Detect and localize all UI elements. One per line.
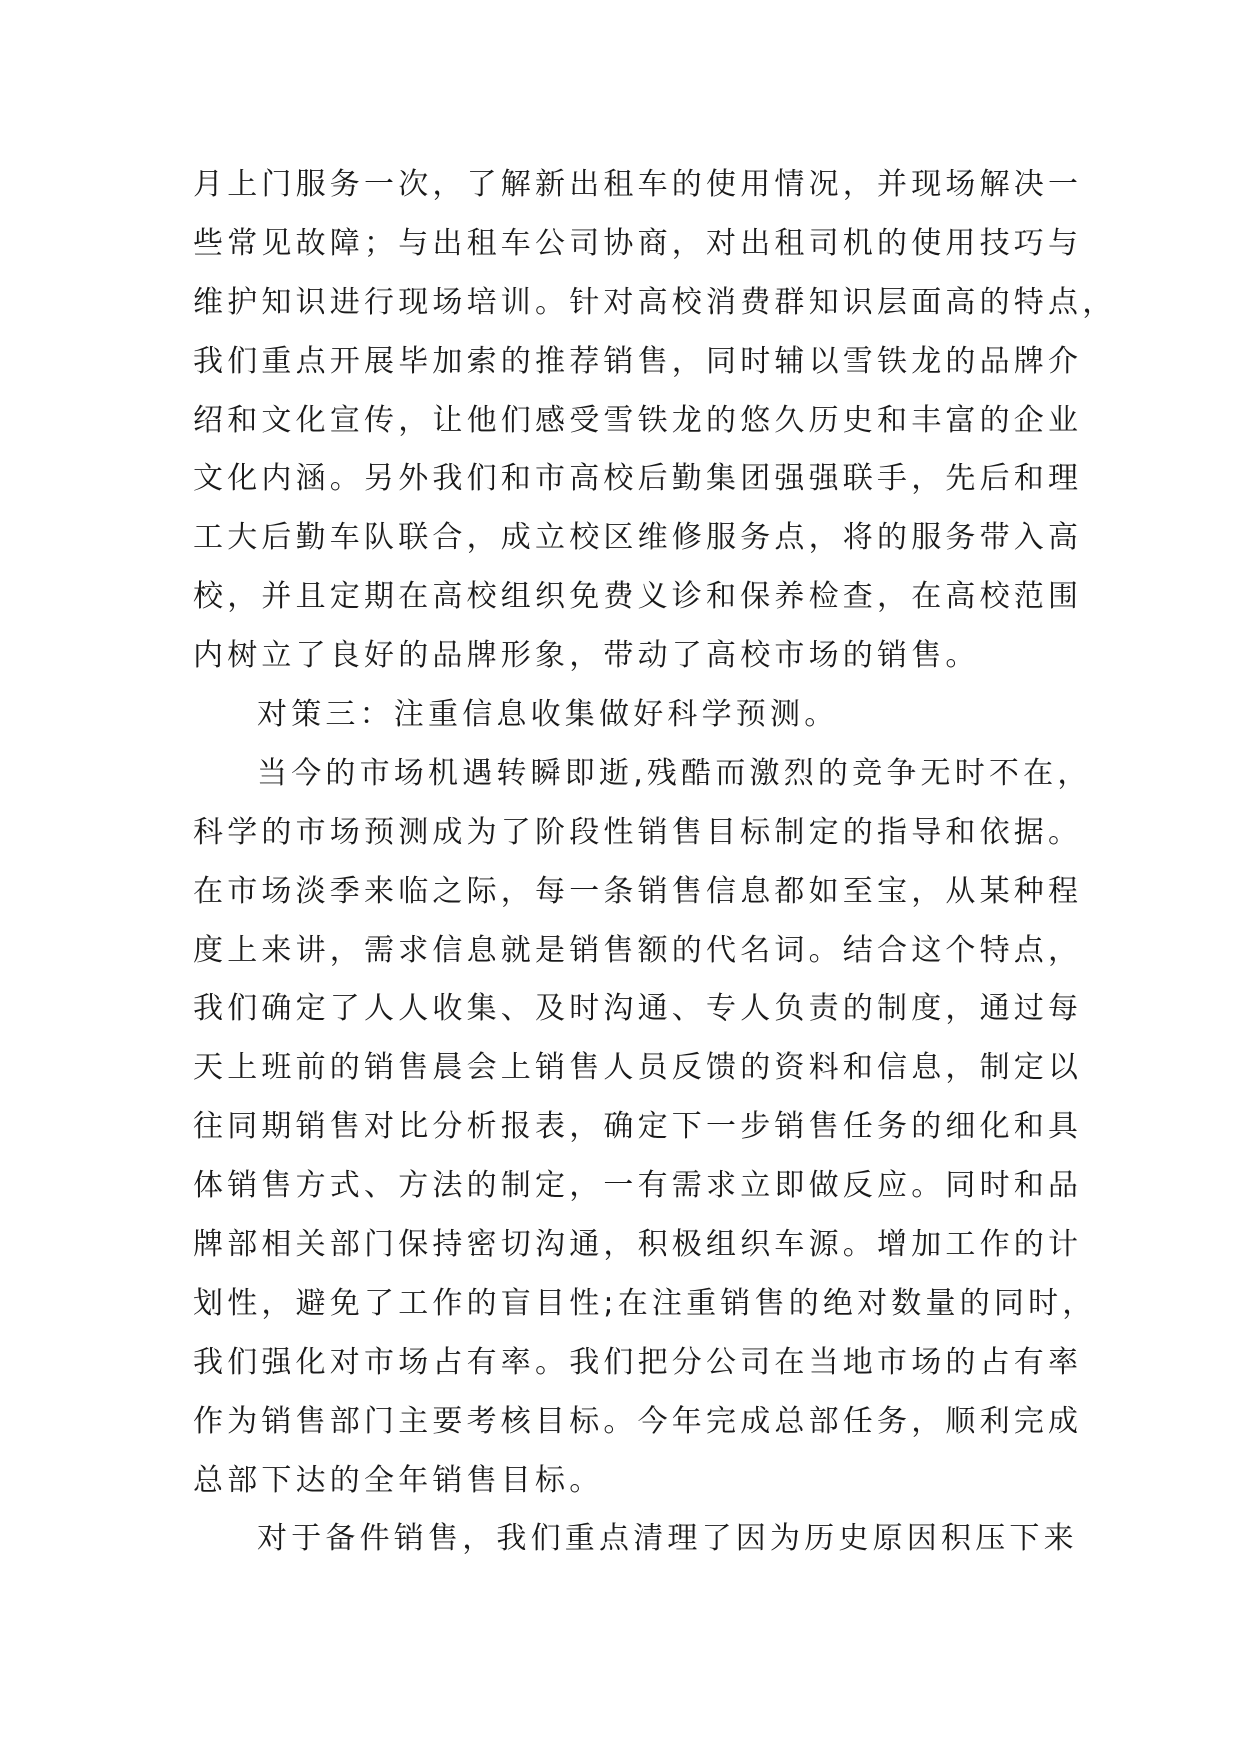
text-line: 当今的市场机遇转瞬即逝,残酷而激烈的竞争无时不在， [257, 755, 1092, 791]
text-line: 绍和文化宣传，让他们感受雪铁龙的悠久历史和丰富的企业 [193, 402, 1083, 438]
text-line: 牌部相关部门保持密切沟通，积极组织车源。增加工作的计 [193, 1227, 1083, 1263]
text-line: 维护知识进行现场培训。针对高校消费群知识层面高的特点， [193, 284, 1117, 320]
text-line: 划性，避免了工作的盲目性;在注重销售的绝对数量的同时， [193, 1285, 1097, 1321]
text-line: 我们确定了人人收集、及时沟通、专人负责的制度，通过每 [193, 991, 1083, 1027]
text-line: 对于备件销售，我们重点清理了因为历史原因积压下来 [257, 1521, 1078, 1557]
text-line: 作为销售部门主要考核目标。今年完成总部任务，顺利完成 [193, 1403, 1083, 1439]
text-line: 校，并且定期在高校组织免费义诊和保养检查，在高校范围 [193, 579, 1083, 615]
text-line: 度上来讲，需求信息就是销售额的代名词。结合这个特点， [193, 932, 1083, 968]
text-line: 往同期销售对比分析报表，确定下一步销售任务的细化和具 [193, 1109, 1083, 1145]
text-line: 总部下达的全年销售目标。 [193, 1462, 604, 1498]
text-line: 科学的市场预测成为了阶段性销售目标制定的指导和依据。 [193, 814, 1083, 850]
text-line: 天上班前的销售晨会上销售人员反馈的资料和信息，制定以 [193, 1050, 1083, 1086]
text-line: 月上门服务一次，了解新出租车的使用情况，并现场解决一 [193, 167, 1083, 202]
text-line: 内树立了良好的品牌形象，带动了高校市场的销售。 [193, 638, 980, 674]
body-text [193, 156, 1117, 1569]
text-line: 我们强化对市场占有率。我们把分公司在当地市场的占有率 [193, 1344, 1083, 1380]
text-line: 工大后勤车队联合，成立校区维修服务点，将的服务带入高 [193, 520, 1083, 556]
text-line: 在市场淡季来临之际，每一条销售信息都如至宝，从某种程 [193, 873, 1083, 909]
text-line: 些常见故障；与出租车公司协商，对出租司机的使用技巧与 [193, 225, 1083, 261]
text-line: 我们重点开展毕加索的推荐销售，同时辅以雪铁龙的品牌介 [193, 343, 1083, 379]
text-line: 对策三：注重信息收集做好科学预测。 [257, 697, 839, 733]
text-line: 体销售方式、方法的制定，一有需求立即做反应。同时和品 [193, 1168, 1083, 1204]
text-line: 文化内涵。另外我们和市高校后勤集团强强联手，先后和理 [193, 461, 1083, 497]
